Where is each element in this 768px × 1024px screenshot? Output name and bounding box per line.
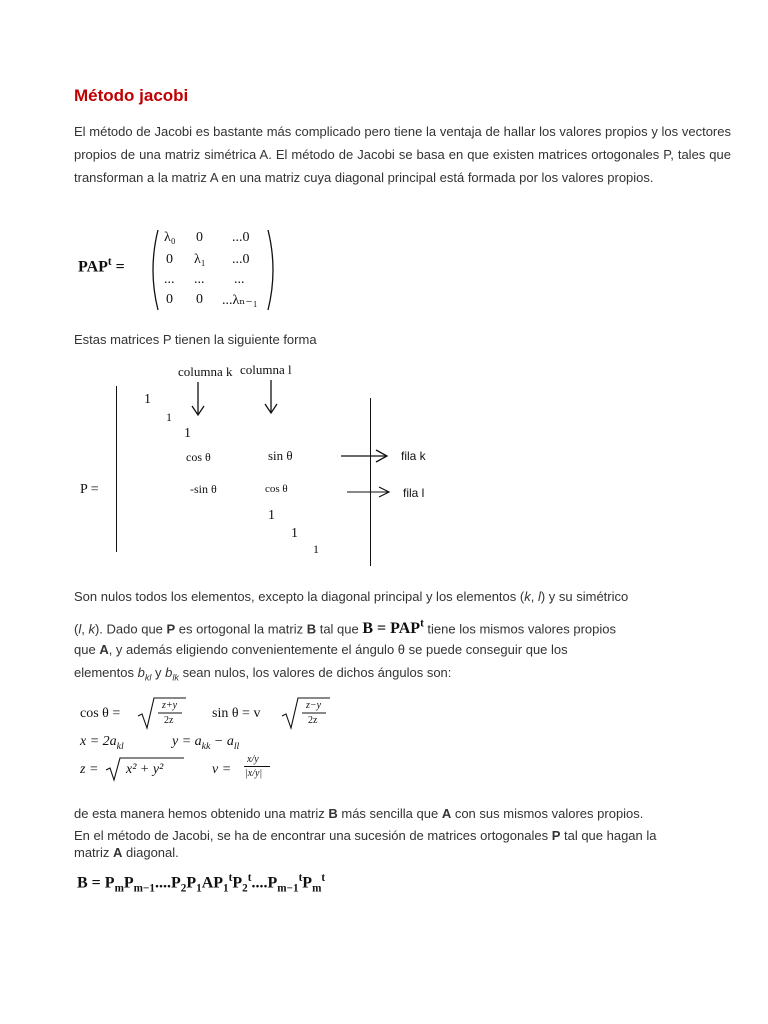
paragraph-conditions: Son nulos todos los elementos, excepto la diagonal principal y los elementos (k, l) y su simétrico (l, k). Dado que P es ortogonal la matriz B tal que $B = PAP^t$ tiene los mismos valores propios que A, y además eligiendo convenientemente el ángulo θ se puede conseguir que los elementos $b_{kl}$ y $b_{lk}$ sean nulos, los valores de dichos ángulos son: xyxy=(74,589,629,683)
diag-one-2: 1 xyxy=(166,410,172,424)
arrow-right-l-icon xyxy=(346,484,394,500)
diag-one-6: 1 xyxy=(313,542,319,556)
m-2-1: ... xyxy=(194,272,205,287)
arrow-down-k-icon xyxy=(188,380,208,420)
page-title: Método jacobi xyxy=(74,86,189,105)
arrow-right-k-icon xyxy=(340,448,392,464)
matrix-left-bar xyxy=(116,386,117,552)
column-l-label: columna l xyxy=(240,362,292,377)
paragraph-jacobi-sequence: En el método de Jacobi, se ha de encontrar una sucesión de matrices ortogonales P tal que hagan la matriz A diagonal. xyxy=(74,828,657,860)
diag-one-5: 1 xyxy=(291,526,298,541)
sin-k: sin θ xyxy=(268,448,293,463)
m-0-0: λ₀ xyxy=(164,230,176,245)
final-equation: $B = P_mP_{m-1}....P_2P_1AP_1^tP_2^t....P_{m-1}^tP_m^t$ xyxy=(77,872,326,895)
m-2-0: ... xyxy=(164,272,175,287)
matrix-right-bar xyxy=(370,398,371,566)
eq1-lhs: PAP xyxy=(78,258,108,276)
b-pap-formula: $B = PAP^t$ xyxy=(362,618,424,638)
diag-one-3: 1 xyxy=(184,426,191,441)
m-3-1: 0 xyxy=(196,292,203,307)
cos-l: cos θ xyxy=(265,483,288,495)
m-3-2: ...λₙ₋₁ xyxy=(222,293,258,308)
row-l-label: fila l xyxy=(403,486,425,500)
left-paren xyxy=(146,228,160,312)
m-2-2: ... xyxy=(234,272,245,287)
eq1-equals: = xyxy=(115,258,125,276)
diag-one-4: 1 xyxy=(268,508,275,523)
diag-one-1: 1 xyxy=(144,392,151,407)
m-0-2: ...0 xyxy=(232,230,250,245)
matrix-intro-text: Estas matrices P tienen la siguiente forma xyxy=(74,332,317,347)
m-0-1: 0 xyxy=(196,230,203,245)
neg-sin-l: -sin θ xyxy=(190,482,217,496)
cos-k: cos θ xyxy=(186,450,211,464)
m-1-0: 0 xyxy=(166,252,173,267)
m-1-1: λ₁ xyxy=(194,252,206,267)
m-1-2: ...0 xyxy=(232,252,250,267)
intro-paragraph: El método de Jacobi es bastante más complicado pero tiene la ventaja de hallar los valores propios y los vectores propios de una matriz simétrica A. El método de Jacobi se basa en que existen matrices ortogonales P, tales que transforman a la matriz A en una matriz cuya diagonal principal está formada por los valores propios. xyxy=(74,124,731,185)
column-k-label: columna k xyxy=(178,364,233,379)
row-k-label: fila k xyxy=(401,449,426,463)
eq1-lhs-sup: t xyxy=(107,256,112,268)
paragraph-result: de esta manera hemos obtenido una matriz B más sencilla que A con sus mismos valores propios. xyxy=(74,806,644,821)
p-lhs: P = xyxy=(80,482,99,497)
arrow-down-l-icon xyxy=(261,378,281,418)
right-paren xyxy=(266,228,280,312)
m-3-0: 0 xyxy=(166,292,173,307)
